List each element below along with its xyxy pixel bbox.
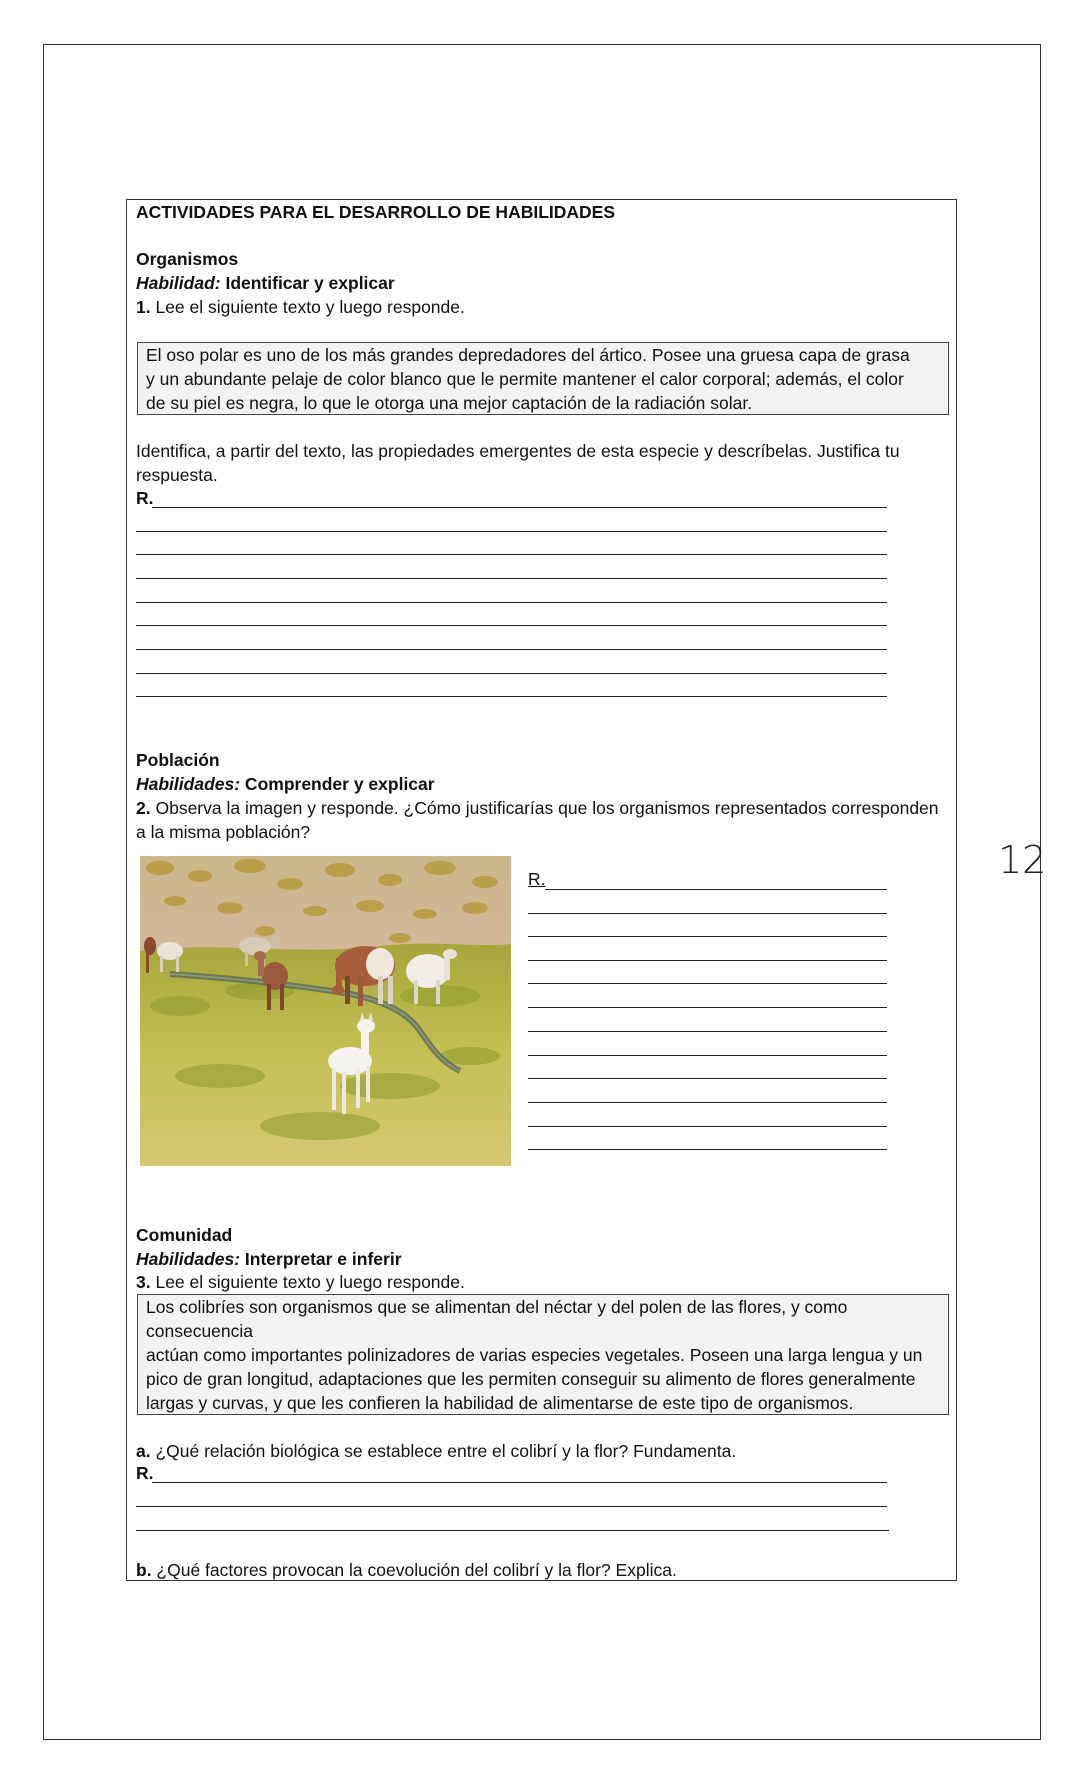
prompt-line: Identifica, a partir del texto, las propiedades emergentes de esta especie y descríbelas. Justifica tu — [136, 441, 900, 461]
answer-line[interactable] — [136, 1506, 887, 1507]
question-letter: b. — [136, 1560, 152, 1580]
question-3b — [136, 1558, 677, 1582]
section-comunidad-title: Comunidad — [136, 1225, 233, 1245]
answer-label: R. — [136, 1463, 154, 1483]
answer-line[interactable] — [528, 1055, 887, 1056]
question-3a — [136, 1439, 736, 1463]
quote-line: de su piel es negra, lo que le otorga una mejor captación de la radiación solar. — [146, 393, 753, 413]
answer-label: R. — [136, 488, 154, 508]
answer-line[interactable] — [528, 1031, 887, 1032]
skill-label: Habilidad: — [136, 273, 221, 293]
quote-line: y un abundante pelaje de color blanco que le permite mantener el calor corporal; además, el color — [146, 369, 904, 389]
activities-title: ACTIVIDADES PARA EL DESARROLLO DE HABILIDADES — [136, 202, 616, 222]
answer-line[interactable] — [136, 531, 887, 532]
answer-label: R. — [528, 869, 546, 889]
answer-line[interactable] — [136, 554, 887, 555]
skill-text: Identificar y explicar — [220, 273, 395, 293]
section-organismos-title: Organismos — [136, 249, 239, 269]
answer-line[interactable] — [136, 673, 887, 674]
question-1 — [136, 295, 465, 319]
answer-line[interactable] — [528, 960, 887, 961]
skill-label: Habilidades: — [136, 1249, 241, 1269]
skill-label: Habilidades: — [136, 774, 241, 794]
answer-line[interactable] — [528, 1126, 887, 1127]
page-number: 12 — [998, 838, 1047, 882]
question-2 — [136, 796, 939, 820]
question-text: Lee el siguiente texto y luego responde. — [150, 1272, 465, 1292]
answer-line[interactable] — [528, 1078, 887, 1079]
quote-line: consecuencia — [146, 1321, 254, 1341]
quote-line: actúan como importantes polinizadores de varias especies vegetales. Poseen una larga lengua y un — [146, 1345, 923, 1365]
answer-line[interactable] — [136, 649, 887, 650]
skill-line-1 — [136, 271, 395, 295]
answer-line[interactable] — [136, 1530, 889, 1531]
question-number: 2. — [136, 798, 151, 818]
skill-line-3 — [136, 1247, 402, 1271]
answer-line[interactable] — [528, 913, 887, 914]
question-letter: a. — [136, 1441, 151, 1461]
answer-line[interactable] — [136, 602, 887, 603]
question-text: Lee el siguiente texto y luego responde. — [150, 297, 465, 317]
answer-line[interactable] — [152, 507, 887, 508]
quote-line: El oso polar es uno de los más grandes depredadores del ártico. Posee una gruesa capa de grasa — [146, 345, 910, 365]
skill-text: Interpretar e inferir — [240, 1249, 402, 1269]
section-poblacion-title: Población — [136, 750, 220, 770]
quote-line: Los colibríes son organismos que se alimentan del néctar y del polen de las flores, y como — [146, 1297, 848, 1317]
question-text: ¿Qué relación biológica se establece entre el colibrí y la flor? Fundamenta. — [150, 1441, 737, 1461]
answer-line[interactable] — [136, 696, 887, 697]
skill-line-2 — [136, 772, 435, 796]
quote-line: pico de gran longitud, adaptaciones que les permiten conseguir su alimento de flores generalmente — [146, 1369, 916, 1389]
prompt-line: respuesta. — [136, 465, 218, 485]
skill-text: Comprender y explicar — [240, 774, 435, 794]
question-3 — [136, 1270, 465, 1294]
answer-line[interactable] — [545, 889, 887, 890]
answer-line[interactable] — [528, 1149, 887, 1150]
answer-line[interactable] — [136, 625, 887, 626]
answer-line[interactable] — [528, 936, 887, 937]
answer-line[interactable] — [528, 1007, 887, 1008]
polar-bear-text-box — [137, 342, 949, 415]
question-2-cont: a la misma población? — [136, 822, 311, 842]
answer-line[interactable] — [528, 983, 887, 984]
quote-line: largas y curvas, y que les confieren la habilidad de alimentarse de este tipo de organismos. — [146, 1393, 854, 1413]
question-text: ¿Qué factores provocan la coevolución del colibrí y la flor? Explica. — [151, 1560, 677, 1580]
question-number: 1. — [136, 297, 151, 317]
answer-line[interactable] — [152, 1482, 887, 1483]
hummingbird-text-box — [137, 1294, 949, 1415]
answer-line[interactable] — [136, 578, 887, 579]
alpacas-photo — [140, 856, 511, 1166]
question-number: 3. — [136, 1272, 151, 1292]
answer-line[interactable] — [528, 1102, 887, 1103]
question-text: Observa la imagen y responde. ¿Cómo justificarías que los organismos representados corresponden — [150, 798, 939, 818]
